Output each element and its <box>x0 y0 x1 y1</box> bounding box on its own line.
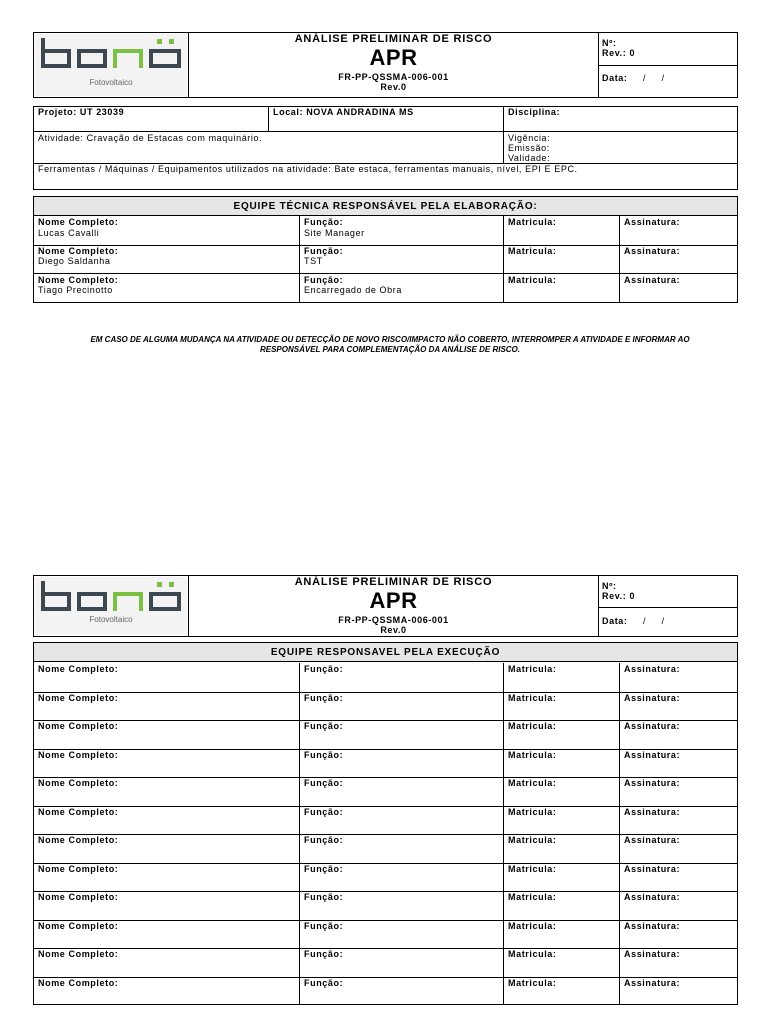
funcao-value: TST <box>304 256 323 266</box>
numero-label: Nº: <box>602 581 617 591</box>
assinatura-input[interactable] <box>621 704 736 718</box>
funcao-input[interactable] <box>301 761 501 775</box>
matricula-label: Matricula: <box>508 892 557 902</box>
assinatura-input[interactable] <box>621 761 736 775</box>
assinatura-label: Assinatura: <box>624 275 681 285</box>
header-divider-mid <box>598 65 738 66</box>
nome-value: Lucas Cavalli <box>38 228 100 238</box>
funcao-value: Site Manager <box>304 228 365 238</box>
assinatura-label: Assinatura: <box>624 835 681 845</box>
validade-field: Validade: <box>508 153 551 163</box>
funcao-label: Função: <box>304 978 344 988</box>
bono-logo-icon <box>35 34 187 78</box>
matricula-label: Matricula: <box>508 921 557 931</box>
matricula-label: Matricula: <box>508 664 557 674</box>
nome-label: Nome Completo: <box>38 807 119 817</box>
matricula-input[interactable] <box>505 789 617 803</box>
nome-input[interactable] <box>35 932 293 946</box>
matricula-input[interactable] <box>505 932 617 946</box>
assinatura-input[interactable] <box>621 789 736 803</box>
form-title: ANÁLISE PRELIMINAR DE RISCO <box>294 33 493 45</box>
notice-line-2: RESPONSÁVEL PARA COMPLEMENTAÇÃO DA ANÁLISE DE RISCO. <box>259 345 521 354</box>
atividade-field: Atividade: Cravação de Estacas com maquinário. <box>38 133 263 143</box>
nome-input[interactable] <box>35 818 293 832</box>
data-label: Data: <box>602 73 628 83</box>
assinatura-input[interactable] <box>621 732 736 746</box>
divider <box>619 216 620 303</box>
matricula-label: Matricula: <box>508 217 557 227</box>
form-apr: APR <box>369 588 418 613</box>
assinatura-input[interactable] <box>621 989 736 1003</box>
assinatura-input[interactable] <box>621 875 736 889</box>
funcao-label: Função: <box>304 664 344 674</box>
form-rev: Rev.0 <box>380 625 407 635</box>
matricula-input[interactable] <box>505 761 617 775</box>
funcao-label: Função: <box>304 750 344 760</box>
matricula-label: Matricula: <box>508 750 557 760</box>
matricula-label: Matricula: <box>508 949 557 959</box>
matricula-input[interactable] <box>505 903 617 917</box>
funcao-label: Função: <box>304 693 344 703</box>
local-field: Local: NOVA ANDRADINA MS <box>273 107 414 117</box>
assinatura-label: Assinatura: <box>624 664 681 674</box>
header-divider-mid <box>598 607 738 608</box>
data-label: Data: <box>602 616 628 626</box>
divider <box>33 131 738 132</box>
matricula-label: Matricula: <box>508 835 557 845</box>
funcao-input[interactable] <box>301 932 501 946</box>
assinatura-label: Assinatura: <box>624 921 681 931</box>
matricula-label: Matricula: <box>508 978 557 988</box>
funcao-label: Função: <box>304 778 344 788</box>
nome-input[interactable] <box>35 846 293 860</box>
data-value[interactable]: / / <box>643 616 665 626</box>
nome-label: Nome Completo: <box>38 217 119 227</box>
project-info-box <box>33 106 738 190</box>
matricula-label: Matricula: <box>508 275 557 285</box>
projeto-field: Projeto: UT 23039 <box>38 107 125 117</box>
form-rev: Rev.0 <box>380 82 407 92</box>
ferramentas-field: Ferramentas / Máquinas / Equipamentos utilizados na atividade: Bate estaca, ferramentas manuais, nível, EPI E EPC. <box>38 164 578 174</box>
funcao-label: Função: <box>304 246 344 256</box>
matricula-label: Matricula: <box>508 693 557 703</box>
nome-label: Nome Completo: <box>38 693 119 703</box>
nome-label: Nome Completo: <box>38 864 119 874</box>
nome-label: Nome Completo: <box>38 778 119 788</box>
nome-label: Nome Completo: <box>38 664 119 674</box>
assinatura-label: Assinatura: <box>624 217 681 227</box>
assinatura-label: Assinatura: <box>624 892 681 902</box>
nome-label: Nome Completo: <box>38 949 119 959</box>
company-logo <box>35 577 187 635</box>
divider <box>299 216 300 303</box>
assinatura-label: Assinatura: <box>624 246 681 256</box>
funcao-input[interactable] <box>301 818 501 832</box>
nome-value: Tiago Precinotto <box>38 285 113 295</box>
vigencia-field: Vigência: <box>508 133 551 143</box>
funcao-label: Função: <box>304 807 344 817</box>
assinatura-label: Assinatura: <box>624 721 681 731</box>
nome-label: Nome Completo: <box>38 750 119 760</box>
assinatura-input[interactable] <box>621 960 736 974</box>
nome-label: Nome Completo: <box>38 921 119 931</box>
funcao-input[interactable] <box>301 675 501 689</box>
matricula-input[interactable] <box>505 675 617 689</box>
matricula-label: Matricula: <box>508 778 557 788</box>
logo-subtitle: Fotovoltaico <box>89 78 133 87</box>
equipe-tecnica-title: EQUIPE TÉCNICA RESPONSÁVEL PELA ELABORAÇÃO: <box>34 197 737 216</box>
nome-input[interactable] <box>35 704 293 718</box>
nome-label: Nome Completo: <box>38 246 119 256</box>
funcao-label: Função: <box>304 721 344 731</box>
assinatura-label: Assinatura: <box>624 949 681 959</box>
matricula-label: Matricula: <box>508 807 557 817</box>
funcao-input[interactable] <box>301 903 501 917</box>
assinatura-label: Assinatura: <box>624 750 681 760</box>
logo-subtitle: Fotovoltaico <box>89 615 133 624</box>
nome-label: Nome Completo: <box>38 892 119 902</box>
nome-label: Nome Completo: <box>38 835 119 845</box>
assinatura-label: Assinatura: <box>624 778 681 788</box>
funcao-label: Função: <box>304 892 344 902</box>
nome-label: Nome Completo: <box>38 978 119 988</box>
equipe-execucao-title: EQUIPE RESPONSAVEL PELA EXECUÇÃO <box>34 643 737 662</box>
funcao-value: Encarregado de Obra <box>304 285 402 295</box>
nome-input[interactable] <box>35 903 293 917</box>
assinatura-label: Assinatura: <box>624 693 681 703</box>
matricula-input[interactable] <box>505 704 617 718</box>
nome-input[interactable] <box>35 875 293 889</box>
matricula-input[interactable] <box>505 732 617 746</box>
nome-label: Nome Completo: <box>38 275 119 285</box>
matricula-input[interactable] <box>505 818 617 832</box>
funcao-input[interactable] <box>301 704 501 718</box>
emissao-field: Emissão: <box>508 143 550 153</box>
funcao-input[interactable] <box>301 732 501 746</box>
matricula-label: Matricula: <box>508 246 557 256</box>
assinatura-input[interactable] <box>621 818 736 832</box>
matricula-label: Matricula: <box>508 721 557 731</box>
funcao-label: Função: <box>304 275 344 285</box>
form-code: FR-PP-QSSMA-006-001 <box>338 615 449 625</box>
data-value[interactable]: / / <box>643 73 665 83</box>
header-divider-right <box>598 575 599 637</box>
nome-input[interactable] <box>35 989 293 1003</box>
form-title: ANÁLISE PRELIMINAR DE RISCO <box>294 576 493 588</box>
assinatura-input[interactable] <box>621 903 736 917</box>
assinatura-input[interactable] <box>621 675 736 689</box>
numero-label: Nº: <box>602 38 617 48</box>
company-logo <box>35 34 187 96</box>
matricula-input[interactable] <box>505 846 617 860</box>
disciplina-field: Disciplina: <box>508 107 561 117</box>
assinatura-label: Assinatura: <box>624 807 681 817</box>
funcao-label: Função: <box>304 835 344 845</box>
nome-input[interactable] <box>35 675 293 689</box>
assinatura-input[interactable] <box>621 932 736 946</box>
nome-label: Nome Completo: <box>38 721 119 731</box>
form-apr: APR <box>369 45 418 70</box>
nome-input[interactable] <box>35 732 293 746</box>
funcao-label: Função: <box>304 921 344 931</box>
revisao-label: Rev.: 0 <box>602 48 636 58</box>
divider <box>503 106 504 163</box>
assinatura-input[interactable] <box>621 846 736 860</box>
nome-value: Diego Saldanha <box>38 256 111 266</box>
form-code: FR-PP-QSSMA-006-001 <box>338 72 449 82</box>
funcao-input[interactable] <box>301 875 501 889</box>
matricula-label: Matricula: <box>508 864 557 874</box>
matricula-input[interactable] <box>505 960 617 974</box>
funcao-label: Função: <box>304 217 344 227</box>
funcao-input[interactable] <box>301 960 501 974</box>
assinatura-label: Assinatura: <box>624 864 681 874</box>
funcao-input[interactable] <box>301 989 501 1003</box>
funcao-input[interactable] <box>301 846 501 860</box>
matricula-input[interactable] <box>505 989 617 1003</box>
divider <box>503 216 504 303</box>
funcao-label: Função: <box>304 949 344 959</box>
nome-input[interactable] <box>35 761 293 775</box>
nome-input[interactable] <box>35 960 293 974</box>
revisao-label: Rev.: 0 <box>602 591 636 601</box>
divider <box>268 106 269 131</box>
nome-input[interactable] <box>35 789 293 803</box>
funcao-label: Função: <box>304 864 344 874</box>
notice-line-1: EM CASO DE ALGUMA MUDANÇA NA ATIVIDADE OU DETECÇÃO DE NOVO RISCO/IMPACTO NÃO COBERTO, INTERROMPER A ATIVIDADE E INFORMAR AO <box>90 335 690 344</box>
funcao-input[interactable] <box>301 789 501 803</box>
assinatura-label: Assinatura: <box>624 978 681 988</box>
matricula-input[interactable] <box>505 875 617 889</box>
divider <box>33 273 738 274</box>
